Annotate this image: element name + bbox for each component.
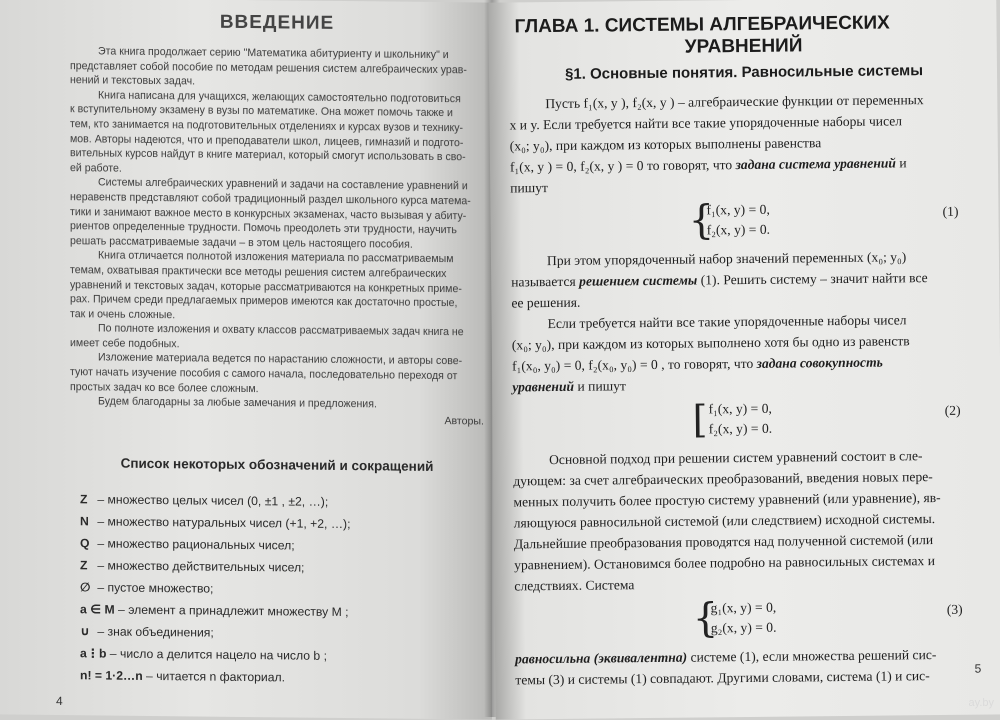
text-line: Дальнейшие преобразования проводятся над полученной системой (или xyxy=(513,532,934,552)
notation-symbol: Z xyxy=(80,492,88,507)
intro-line: мов. Авторы надеются, что и преподаватели школ, лицеев, гимназий и подгото- xyxy=(70,132,464,149)
equation-1 xyxy=(510,196,980,245)
eq2-line2: f₂(x, y) = 0. xyxy=(708,420,773,437)
eq2-number: (2) xyxy=(944,402,961,418)
intro-line: Эта книга продолжает серию "Математика абитуриенту и школьнику" и xyxy=(98,45,449,62)
text-line: следствиях. Система xyxy=(514,577,635,594)
notation-symbol: a ∈ M xyxy=(80,602,115,617)
intro-line: вительных курсов найдут в книге материал, который смогут использовать в сво- xyxy=(70,147,466,164)
text-line: При этом упорядоченный набор значений переменных (x₀; y₀) xyxy=(546,249,907,269)
intro-line: риентов определенные трудности. Помочь преодолеть эти трудности, научить xyxy=(70,220,457,237)
intro-line: нений и текстовых задач. xyxy=(70,74,196,88)
text-span: системе (1), если множества решений сис- xyxy=(687,647,937,665)
eq2-line1: f₁(x, y) = 0, xyxy=(708,400,772,417)
notation-heading: Список некоторых обозначений и сокращений xyxy=(120,455,434,474)
eq1-line1: f₁(x, y) = 0, xyxy=(706,201,770,218)
notation-symbol: ∪ xyxy=(80,624,90,639)
left-page xyxy=(0,0,492,720)
intro-line: тем, кто занимается на подготовительных отделениях и курсах вузов и технику- xyxy=(70,118,464,135)
intro-line: По полноте изложения и охвату классов рассматриваемых задач книга не xyxy=(98,322,464,339)
notation-meaning: – пустое множество; xyxy=(94,580,214,596)
text-line: ляющуюся равносильной системой (или следствием) исходной системы. xyxy=(513,511,936,531)
eq1-line2: f₂(x, y) = 0. xyxy=(706,221,771,238)
notation-meaning: – множество целых чисел (0, ±1 , ±2, …); xyxy=(94,492,329,509)
notation-list xyxy=(70,488,484,690)
text-line: пишут xyxy=(510,180,549,196)
text-line: уравнением). Остановимся более подробно на равносильных системах и xyxy=(514,553,936,573)
watermark: ay.by xyxy=(968,697,994,709)
section-title: §1. Основные понятия. Равносильные системы xyxy=(564,62,924,83)
text-line: темы (3) и системы (1) совпадают. Другими словами, система (1) и сис- xyxy=(515,668,930,688)
text-span: f₁(x, y ) = 0, f₂(x, y ) = 0 то говорят, что xyxy=(509,157,736,175)
intro-line: темам, охватывая практически все методы решения систем алгебраических xyxy=(70,264,447,281)
notation-meaning: – множество рациональных чисел; xyxy=(94,536,295,553)
text-line: Основной подход при решении систем уравнений состоит в сле- xyxy=(548,448,923,468)
intro-line: решать рассматриваемые задачи – в этом цель настоящего пособия. xyxy=(70,234,413,251)
notation-symbol: n! = 1·2…n xyxy=(80,668,143,683)
eq3-line2: g₂(x, y) = 0. xyxy=(710,619,777,636)
notation-meaning: – множество натуральных чисел (+1, +2, …); xyxy=(94,514,351,531)
equation-3 xyxy=(514,594,984,643)
eq3-line1: g₁(x, y) = 0, xyxy=(710,599,777,616)
text-span: и xyxy=(895,155,907,171)
text-line: Пусть f₁(x, y ), f₂(x, y ) – алгебраические функции от переменных xyxy=(545,92,924,112)
page-number-left: 4 xyxy=(56,694,63,709)
intro-line: представляет собой пособие по методам решения систем алгебраических урав- xyxy=(70,59,467,76)
intro-heading: ВВЕДЕНИЕ xyxy=(219,11,335,34)
curly-brace: { xyxy=(692,595,719,642)
intro-line: рах. Причем среди предлагаемых примеров имеются как достаточно простые, xyxy=(70,293,458,310)
intro-line: Книга написана для учащихся, желающих самостоятельно подготовиться xyxy=(98,89,461,106)
intro-line: неравенств представляют собой традиционный раздел школьного курса матема- xyxy=(70,191,471,208)
notation-meaning: – знак объединения; xyxy=(94,624,214,640)
notation-meaning: – множество действительных чисел; xyxy=(94,558,305,575)
text-span: f₁(x₀, y₀) = 0, f₂(x₀, y₀) = 0 , то говорят, что xyxy=(511,355,757,374)
eq3-number: (3) xyxy=(946,601,963,617)
intro-line: Изложение материала ведется по нарастанию сложности, и авторы сове- xyxy=(98,351,463,368)
intro-line: имеет себе подобных. xyxy=(70,337,180,351)
intro-line: к вступительному экзамену в вузы по математике. Она может помочь также и xyxy=(70,103,453,120)
page-number-right: 5 xyxy=(974,661,982,676)
chapter-title-line2: УРАВНЕНИЙ xyxy=(684,35,803,58)
notation-item xyxy=(80,664,484,690)
intro-line: так и очень сложные. xyxy=(70,307,176,321)
text-line xyxy=(512,372,982,398)
text-line: (x₀; y₀), при каждом из которых выполнено хотя бы одно из равенств xyxy=(511,333,910,353)
term-system: задана система уравнений xyxy=(735,155,897,173)
intro-text xyxy=(70,44,484,413)
term-equivalent: равносильна (эквивалентна) xyxy=(515,649,688,667)
right-page xyxy=(488,0,1000,720)
intro-line: уравнений и текстовых задач, которые рассматриваются на конкретных приме- xyxy=(70,278,462,295)
text-line: дующем: за счет алгебраических преобразований, введения новых пере- xyxy=(513,469,933,489)
text-span: называется xyxy=(511,273,580,290)
term-collection: задана совокупность xyxy=(756,354,883,371)
text-span: и пишут xyxy=(573,378,626,394)
intro-line: туют начать изучение пособия с самого начала, последовательно переходя от xyxy=(70,366,458,383)
text-line: менных получить более простую систему уравнений (или уравнение), яв- xyxy=(513,489,941,510)
author-signature: Авторы. xyxy=(444,414,484,428)
notation-symbol: Z xyxy=(80,558,88,573)
intro-line: ей работе. xyxy=(70,161,122,175)
text-line: x и y. Если требуется найти все такие упорядоченные наборы чисел xyxy=(509,113,903,133)
chapter-title-line1: ГЛАВА 1. СИСТЕМЫ АЛГЕБРАИЧЕСКИХ xyxy=(514,12,890,38)
equation-2 xyxy=(512,395,982,444)
notation-symbol: ∅ xyxy=(80,580,91,595)
notation-symbol: N xyxy=(80,514,89,529)
curly-brace: { xyxy=(688,197,715,244)
intro-line: тики и занимают важное место в конкурсных экзаменах, часто вызывая у абиту- xyxy=(70,205,467,222)
notation-symbol: a⋮b xyxy=(80,646,107,661)
eq1-number: (1) xyxy=(942,203,959,219)
text-span: (1). Решить систему – значит найти все xyxy=(697,270,928,288)
term-equations: уравнений xyxy=(512,378,575,395)
notation-meaning: – читается n факториал. xyxy=(142,668,285,685)
square-bracket: [ xyxy=(692,397,708,442)
intro-line: Будем благодарны за любые замечания и предложения. xyxy=(98,395,377,411)
intro-line: простых задач ко все более сложным. xyxy=(70,380,259,395)
term-solution: решением системы xyxy=(579,272,698,289)
notation-meaning: – число a делится нацело на число b ; xyxy=(106,646,327,663)
text-line: ее решения. xyxy=(511,294,581,311)
chapter-title xyxy=(514,12,978,61)
notation-symbol: Q xyxy=(80,536,90,551)
notation-meaning: – элемент a принадлежит множеству M ; xyxy=(114,602,349,619)
intro-line: Книга отличается полнотой изложения материала по рассматриваемым xyxy=(98,249,454,266)
intro-line: Системы алгебраических уравнений и задачи на составление уравнений и xyxy=(98,176,468,193)
text-line: Если требуется найти все такие упорядоченные наборы чисел xyxy=(547,312,907,332)
text-line: (x₀; y₀), при каждом из которых выполнены равенства xyxy=(509,135,822,154)
